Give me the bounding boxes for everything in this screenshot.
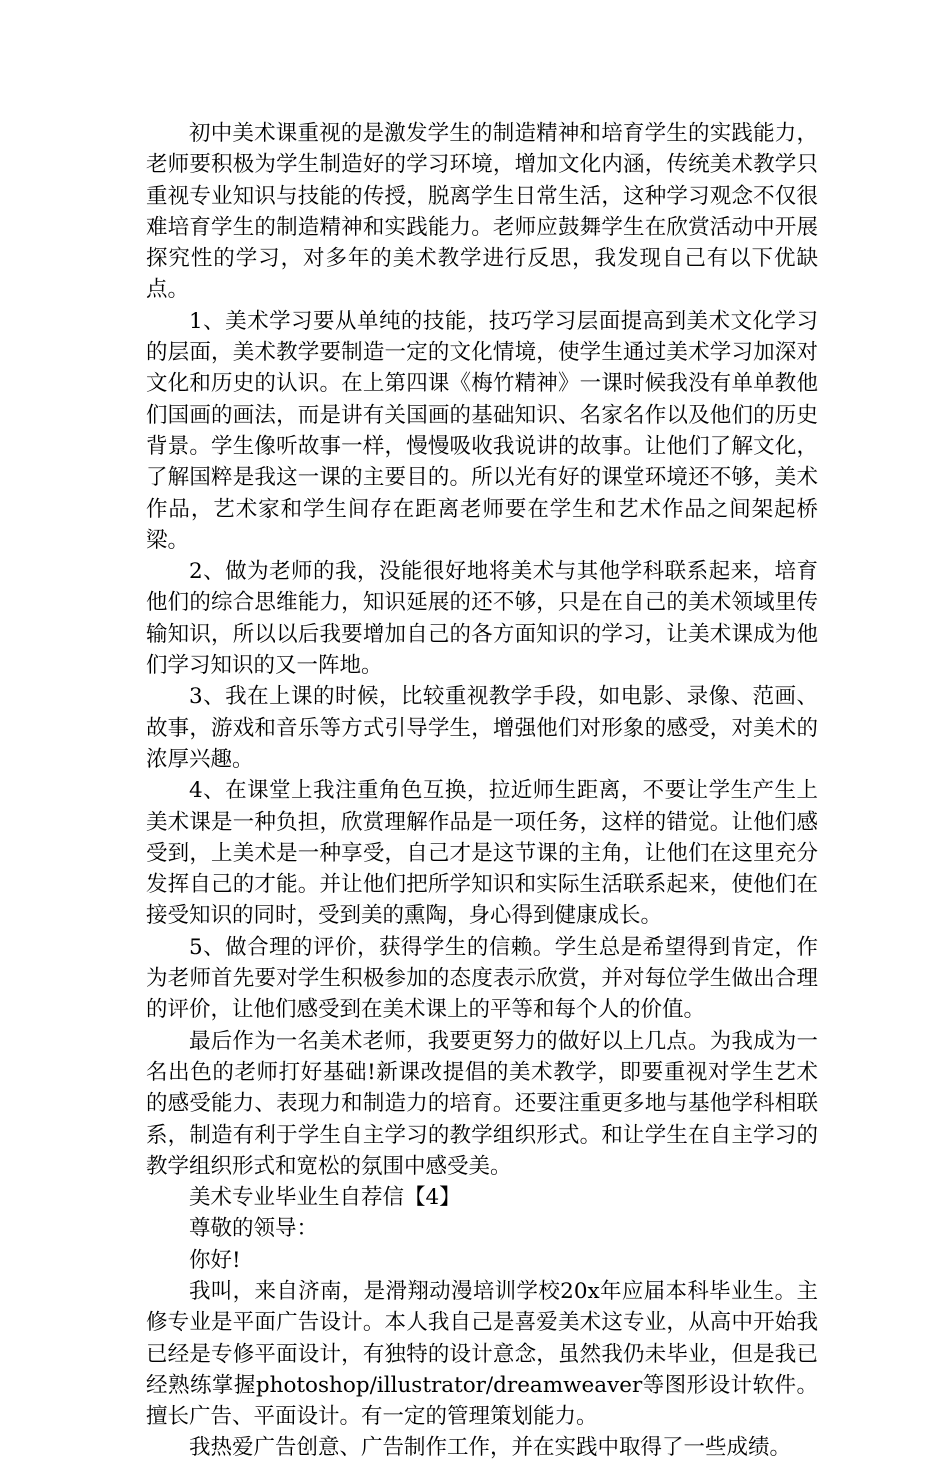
document-body	[146, 118, 818, 1464]
letter-paragraph-1: 我叫，来自济南，是滑翔动漫培训学校20x年应届本科毕业生。主修专业是平面广告设计。本人我自己是喜爱美术这专业，从高中开始我已经是专修平面设计，有独特的设计意念，虽然我仍未毕业，但是我已经熟练掌握photoshop/illustrator/dreamweaver等图形设计软件。擅长广告、平面设计。有一定的管理策划能力。	[146, 1278, 818, 1430]
section-heading: 美术专业毕业生自荐信【4】	[189, 1185, 461, 1211]
letter-paragraph-2: 我热爱广告创意、广告制作工作，并在实践中取得了一些成绩。	[189, 1435, 792, 1461]
letter-greeting: 你好!	[189, 1247, 241, 1273]
paragraph-intro: 初中美术课重视的是激发学生的制造精神和培育学生的实践能力，老师要积极为学生制造好的学习环境，增加文化内涵，传统美术教学只重视专业知识与技能的传授，脱离学生日常生活，这种学习观念不仅很难培育学生的制造精神和实践能力。老师应鼓舞学生在欣赏活动中开展探究性的学习，对多年的美术教学进行反思，我发现自己有以下优缺点。	[146, 121, 818, 303]
paragraph-point-3: 3、我在上课的时候，比较重视教学手段，如电影、录像、范画、故事，游戏和音乐等方式引导学生，增强他们对形象的感受，对美术的浓厚兴趣。	[146, 684, 818, 772]
letter-salutation: 尊敬的领导：	[189, 1216, 319, 1242]
paragraph-point-5: 5、做合理的评价，获得学生的信赖。学生总是希望得到肯定，作为老师首先要对学生积极参加的态度表示欣赏，并对每位学生做出合理的评价，让他们感受到在美术课上的平等和每个人的价值。	[146, 934, 818, 1023]
paragraph-point-1: 1、美术学习要从单纯的技能，技巧学习层面提高到美术文化学习的层面，美术教学要制造一定的文化情境，使学生通过美术学习加深对文化和历史的认识。在上第四课《梅竹精神》一课时候我没有单单教他们国画的画法，而是讲有关国画的基础知识、名家名作以及他们的历史背景。学生像听故事一样，慢慢吸收我说讲的故事。让他们了解文化，了解国粹是我这一课的主要目的。所以光有好的课堂环境还不够，美术作品，艺术家和学生间存在距离老师要在学生和艺术作品之间架起桥梁。	[146, 308, 818, 553]
paragraph-point-4: 4、在课堂上我注重角色互换，拉近师生距离，不要让学生产生上美术课是一种负担，欣赏理解作品是一项任务，这样的错觉。让他们感受到，上美术是一种享受，自己才是这节课的主角，让他们在这里充分发挥自己的才能。并让他们把所学知识和实际生活联系起来，使他们在接受知识的同时，受到美的熏陶，身心得到健康成长。	[146, 778, 818, 929]
paragraph-point-2: 2、做为老师的我，没能很好地将美术与其他学科联系起来，培育他们的综合思维能力，知识延展的还不够，只是在自己的美术领域里传输知识，所以以后我要增加自己的各方面知识的学习，让美术课成为他们学习知识的又一阵地。	[146, 559, 818, 679]
paragraph-conclusion: 最后作为一名美术老师，我要更努力的做好以上几点。为我成为一名出色的老师打好基础!新课改提倡的美术教学，即要重视对学生艺术的感受能力、表现力和制造力的培育。还要注重更多地与基他学科相联系，制造有利于学生自主学习的教学组织形式。和让学生在自主学习的教学组织形式和宽松的氛围中感受美。	[146, 1028, 818, 1179]
